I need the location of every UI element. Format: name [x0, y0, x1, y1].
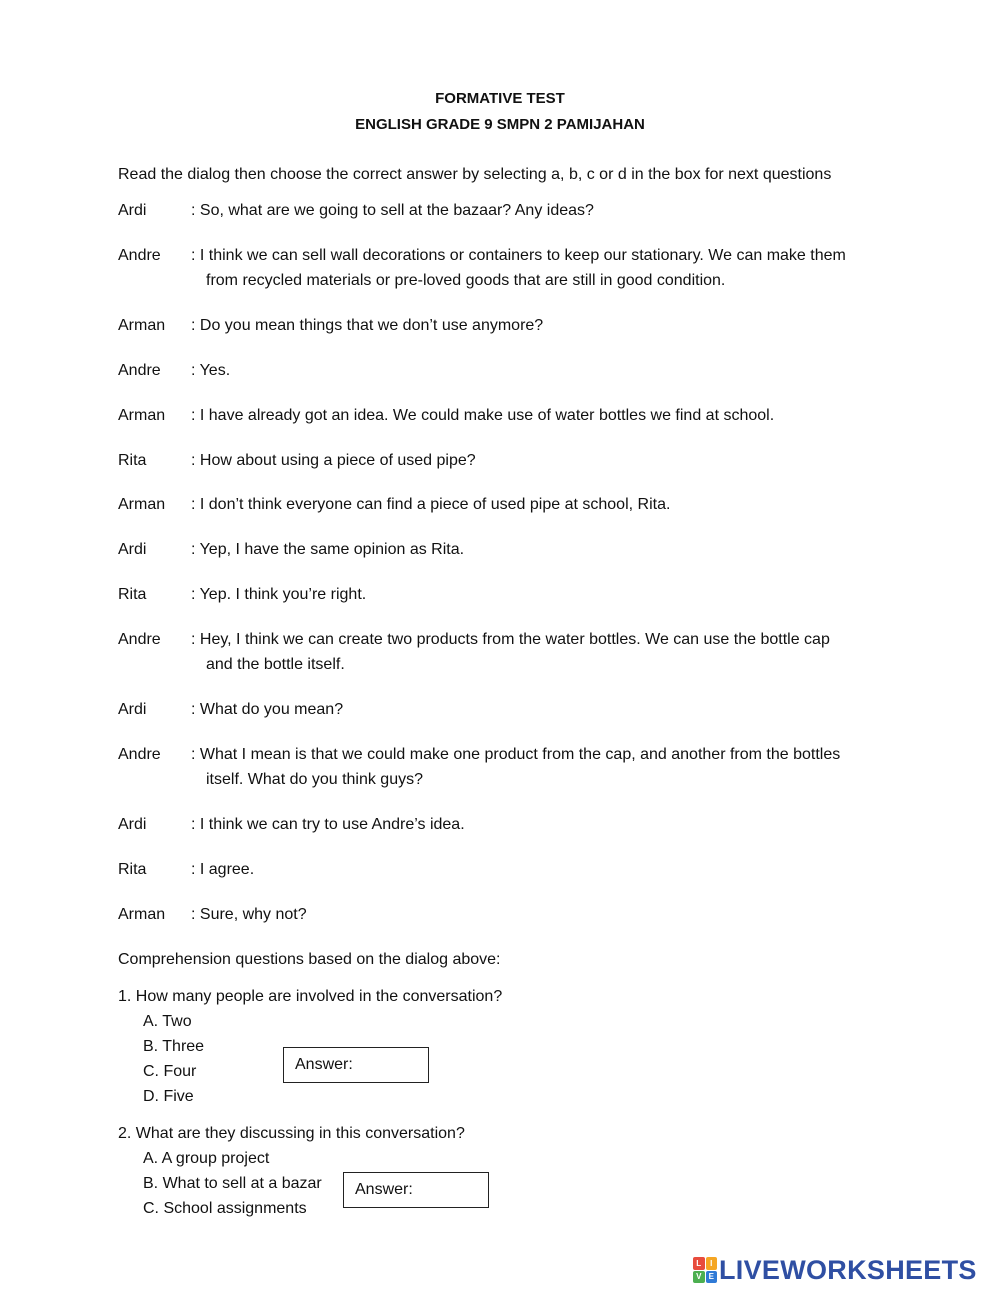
logo-tile: E: [706, 1271, 718, 1284]
dialog-speaker: Rita: [118, 452, 147, 469]
dialog-speaker: Ardi: [118, 701, 147, 718]
liveworksheets-logo: [693, 1254, 977, 1286]
dialog-line-continued: itself. What do you think guys?: [206, 771, 423, 788]
page-subtitle: ENGLISH GRADE 9 SMPN 2 PAMIJAHAN: [355, 116, 645, 133]
dialog-speaker: Ardi: [118, 202, 147, 219]
dialog-line: : I don’t think everyone can find a piece of used pipe at school, Rita.: [191, 496, 671, 513]
dialog-line-continued: and the bottle itself.: [206, 656, 345, 673]
liveworksheets-logo-icon: [693, 1257, 717, 1283]
answer-label: Answer:: [295, 1056, 353, 1073]
option: C. Four: [143, 1063, 197, 1080]
comprehension-heading: Comprehension questions based on the dialog above:: [118, 951, 501, 968]
answer-box[interactable]: [283, 1047, 429, 1083]
dialog-line: : I agree.: [191, 861, 255, 878]
option: C. School assignments: [143, 1200, 307, 1217]
dialog-speaker: Andre: [118, 746, 161, 763]
dialog-speaker: Arman: [118, 496, 166, 513]
option: B. What to sell at a bazar: [143, 1175, 322, 1192]
dialog-speaker: Arman: [118, 407, 166, 424]
brand-name: LIVEWORKSHEETS: [719, 1254, 977, 1285]
dialog-speaker: Andre: [118, 247, 161, 264]
logo-tile: I: [706, 1257, 718, 1270]
dialog-line-continued: from recycled materials or pre-loved goods that are still in good condition.: [206, 272, 726, 289]
logo-tile: L: [693, 1257, 705, 1270]
option: A. Two: [143, 1013, 192, 1030]
option: B. Three: [143, 1038, 205, 1055]
dialog-line: : Do you mean things that we don’t use anymore?: [191, 317, 544, 334]
dialog-line: : Yes.: [191, 362, 231, 379]
option: D. Five: [143, 1088, 194, 1105]
dialog-line: : Hey, I think we can create two products from the water bottles. We can use the bottle cap: [191, 631, 830, 648]
dialog-line: : I think we can sell wall decorations or containers to keep our stationary. We can make them: [191, 247, 846, 264]
dialog-line: : So, what are we going to sell at the bazaar? Any ideas?: [191, 202, 594, 219]
dialog-speaker: Andre: [118, 362, 161, 379]
dialog-speaker: Arman: [118, 317, 166, 334]
dialog-speaker: Ardi: [118, 816, 147, 833]
page-title: FORMATIVE TEST: [435, 90, 565, 107]
logo-tile: V: [693, 1271, 705, 1284]
dialog-line: : What do you mean?: [191, 701, 344, 718]
dialog-speaker: Rita: [118, 861, 147, 878]
dialog-speaker: Andre: [118, 631, 161, 648]
dialog-speaker: Ardi: [118, 541, 147, 558]
dialog-line: : I have already got an idea. We could make use of water bottles we find at school.: [191, 407, 775, 424]
instruction-text: Read the dialog then choose the correct answer by selecting a, b, c or d in the box for next questions: [118, 166, 832, 183]
answer-label: Answer:: [355, 1181, 413, 1198]
dialog-speaker: Rita: [118, 586, 147, 603]
dialog-line: : Yep, I have the same opinion as Rita.: [191, 541, 465, 558]
dialog-line: : I think we can try to use Andre’s idea.: [191, 816, 465, 833]
answer-box[interactable]: [343, 1172, 489, 1208]
question-text: 2. What are they discussing in this conversation?: [118, 1125, 465, 1142]
dialog-speaker: Arman: [118, 906, 166, 923]
dialog-line: : How about using a piece of used pipe?: [191, 452, 476, 469]
option: A. A group project: [143, 1150, 270, 1167]
dialog-line: : Yep. I think you’re right.: [191, 586, 367, 603]
question-text: 1. How many people are involved in the conversation?: [118, 988, 503, 1005]
dialog-line: : Sure, why not?: [191, 906, 307, 923]
dialog-line: : What I mean is that we could make one product from the cap, and another from the bottles: [191, 746, 841, 763]
